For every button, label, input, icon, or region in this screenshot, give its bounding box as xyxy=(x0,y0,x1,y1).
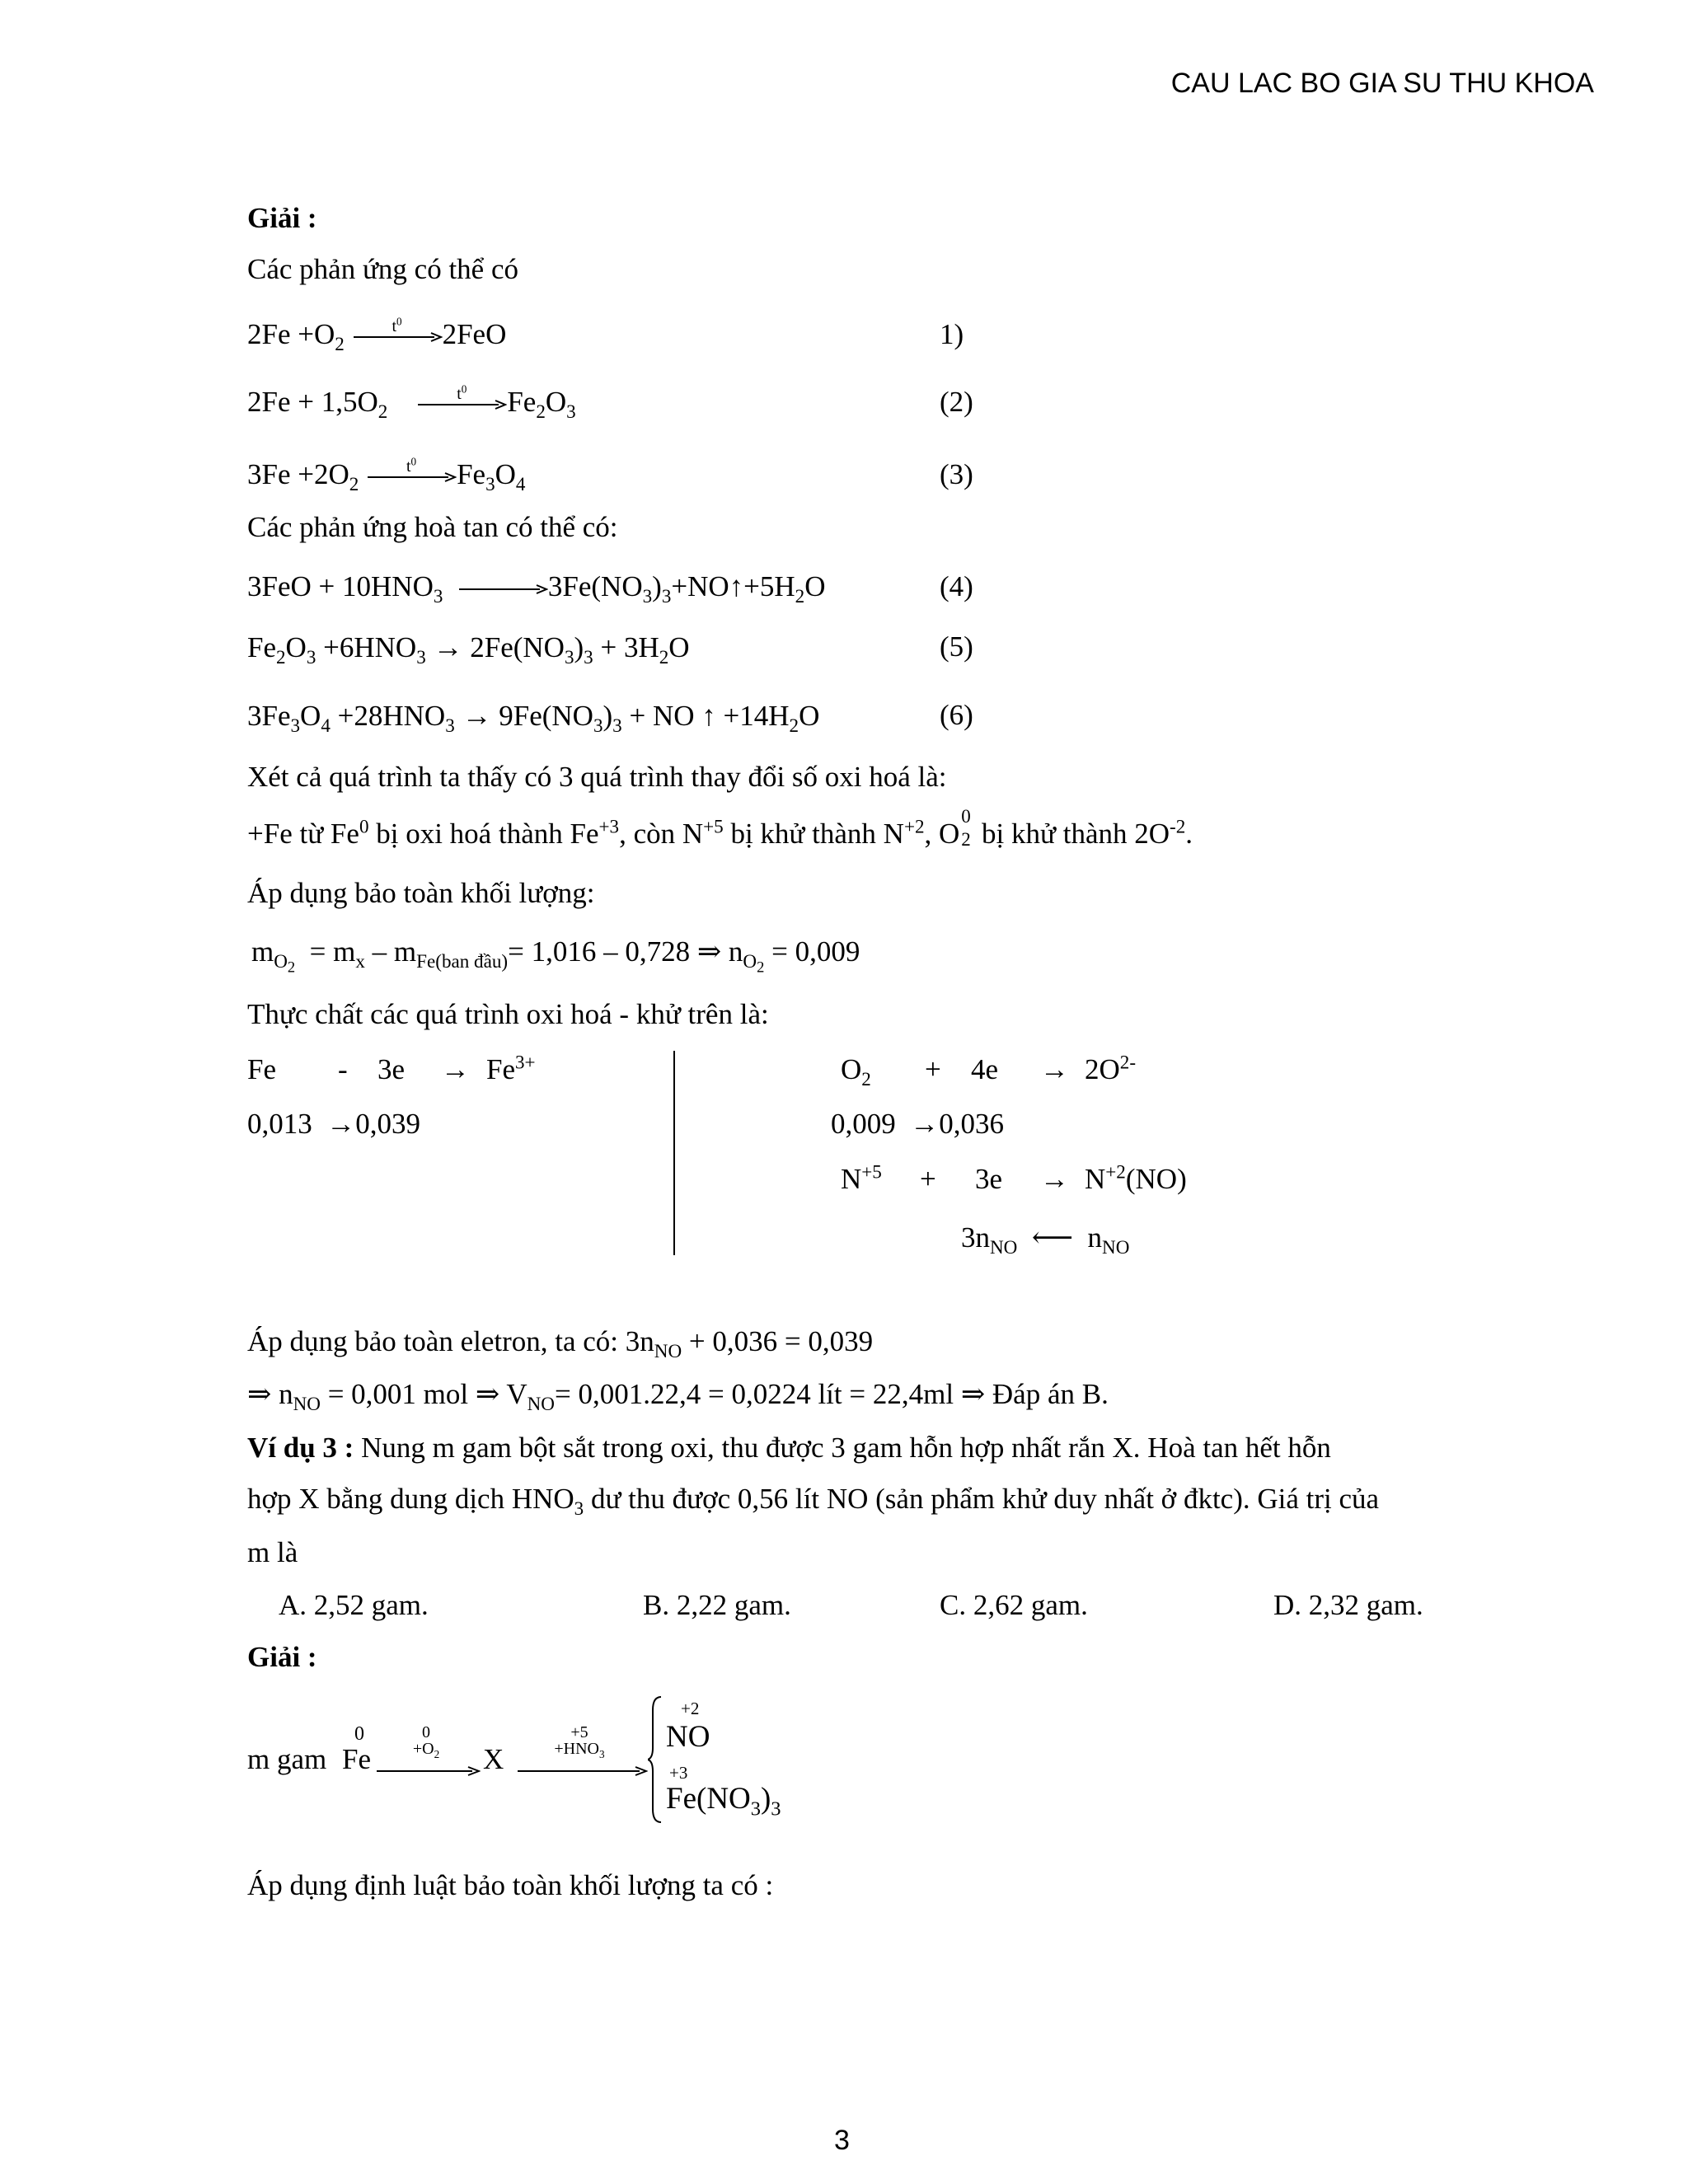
intro-reactions: Các phản ứng có thể có xyxy=(247,253,518,285)
option-a: A. 2,52 gam. xyxy=(279,1589,429,1621)
heat-arrow: $t^0$ xyxy=(366,471,457,483)
reaction-5-number: (5) xyxy=(940,630,973,663)
reaction-arrow xyxy=(457,583,548,595)
scheme-brace xyxy=(648,1694,664,1830)
fe-mol-values: 0,013 →0,039 xyxy=(247,1108,420,1140)
example-3-line-1: Ví dụ 3 : Nung m gam bột sắt trong oxi, thu được 3 gam hỗn hợp nhất rắn X. Hoà tan hết hỗn xyxy=(247,1432,1331,1464)
o2-reduction-electrons: 4e xyxy=(971,1053,999,1085)
solution-heading: Giải : xyxy=(247,202,317,234)
fe-oxidation-product: $Fe^{3+}$ xyxy=(486,1051,536,1085)
n-reduction-electrons: 3e xyxy=(975,1163,1003,1195)
scheme-x: X xyxy=(483,1743,504,1775)
page-number: 3 xyxy=(834,2125,850,2156)
reaction-6-number: (6) xyxy=(940,699,973,731)
option-c: C. 2,62 gam. xyxy=(940,1589,1088,1621)
reaction-5: $Fe_2O_3 +6HNO_3 \to 2Fe(NO_3)_3 + 3H_2O$ xyxy=(247,630,690,668)
fe-oxidation-label: Fe xyxy=(247,1053,276,1085)
fe-oxidation-electrons: 3e xyxy=(377,1053,406,1085)
fe-oxidation-arrow: → xyxy=(441,1053,470,1085)
page-header: CAU LAC BO GIA SU THU KHOA xyxy=(1170,68,1594,99)
scheme-no: NO xyxy=(666,1720,710,1754)
n-reduction-reactant: $N^{+5}$ xyxy=(841,1160,882,1195)
paragraph-mass-law: Áp dụng định luật bảo toàn khối lượng ta có : xyxy=(247,1869,774,1901)
reaction-2-number: (2) xyxy=(940,386,973,418)
scheme-fe-ox-state: 0 xyxy=(354,1723,364,1745)
example-3-line-2: hợp X bằng dung dịch $HNO_3$ dư thu được 0,56 lít NO (sản phẩm khử duy nhất ở đktc). Giá trị của xyxy=(247,1483,1380,1519)
scheme-fe-nitrate: $Fe(NO_3)_3$ xyxy=(666,1782,781,1821)
scheme-hno3-label: +5 $+HNO_3$ xyxy=(554,1723,605,1760)
reaction-3-number: (3) xyxy=(940,458,973,490)
paragraph-redox-intro: Thực chất các quá trình oxi hoá - khử trên là: xyxy=(247,998,769,1030)
fe-oxidation-minus: - xyxy=(338,1053,348,1085)
n-reduction-product: $N^{+2}(NO)$ xyxy=(1085,1160,1187,1195)
scheme-m-gam: m gam xyxy=(247,1743,327,1775)
paragraph-mass-conservation: Áp dụng bảo toàn khối lượng: xyxy=(247,877,595,909)
divider-line xyxy=(673,1051,675,1255)
scheme-no-ox-state: +2 xyxy=(681,1699,700,1718)
equation-oxygen-mass: $m_{O_2} = m_x - m_{Fe(ban đầu)}= 1,016 - 0,728$ ⇒ $n_{O_2} = 0,009$ xyxy=(251,935,860,976)
paragraph-answer: ⇒ $n_{NO} = 0,001$ mol ⇒ $V_{NO}= 0,001.22,4 = 0,0224$ lít = 22,4ml ⇒ Đáp án B. xyxy=(247,1378,1109,1414)
scheme-fe3-ox-state: +3 xyxy=(669,1763,688,1783)
reaction-1-number: 1) xyxy=(940,318,964,350)
reaction-2: $2Fe + 1,5O_2$ $t^0$ $Fe_2O_3$ xyxy=(247,382,576,422)
scheme-o2-label: 0 $+O_2$ xyxy=(412,1723,440,1760)
o2-reduction-product: $2O^{2-}$ xyxy=(1085,1051,1137,1085)
reaction-4-number: (4) xyxy=(940,570,973,602)
paragraph-oxidation-states: +Fe từ Fe$^0$ bị oxi hoá thành $Fe^{+3}$, còn $N^{+5}$ bị khử thành $N^{+2}$, O 0 2 bị khử thành $2O^{-2}$. xyxy=(247,806,1193,850)
scheme-fe: Fe xyxy=(342,1743,371,1775)
n-reduction-plus: + xyxy=(920,1163,936,1195)
o2-mol-values: 0,009 →0,036 xyxy=(831,1108,1004,1140)
reaction-6: $3Fe_3O_4 +28HNO_3 \to 9Fe(NO_3)_3$ + NO ↑ $+14H_2O$ xyxy=(247,699,820,736)
no-electron-relation: $3n_{NO}$ ⟵ $n_{NO}$ xyxy=(961,1221,1130,1258)
o2-reduction-plus: + xyxy=(925,1053,941,1085)
paragraph-oxidation-changes: Xét cả quá trình ta thấy có 3 quá trình thay đổi số oxi hoá là: xyxy=(247,761,947,793)
heat-arrow: $t^0$ xyxy=(416,399,507,410)
scheme-arrow-2 xyxy=(516,1753,648,1782)
n-reduction-arrow: → xyxy=(1040,1163,1069,1195)
reaction-3: $3Fe +2O_2$ $t^0$ $Fe_3O_4$ xyxy=(247,455,526,494)
reaction-1: $2Fe +O_2$ $t^0$ 2FeO xyxy=(247,315,507,354)
o2-reduction-reactant: $O_2$ xyxy=(841,1053,871,1090)
option-d: D. 2,32 gam. xyxy=(1273,1589,1423,1621)
heat-arrow: $t^0$ xyxy=(352,331,443,343)
option-b: B. 2,22 gam. xyxy=(643,1589,791,1621)
example-3-line-3: m là xyxy=(247,1536,298,1568)
scheme-arrow-1 xyxy=(375,1753,481,1782)
reaction-4: $3FeO + 10HNO_3$ $3Fe(NO_3)_3+NO↑+5H_2O$ xyxy=(247,570,826,607)
solution-heading-2: Giải : xyxy=(247,1641,317,1673)
o2-reduction-arrow: → xyxy=(1040,1053,1069,1085)
paragraph-electron-conservation: Áp dụng bảo toàn eletron, ta có: $3n_{NO} + 0,036 = 0,039$ xyxy=(247,1325,874,1361)
intro-dissolution: Các phản ứng hoà tan có thể có: xyxy=(247,511,618,543)
